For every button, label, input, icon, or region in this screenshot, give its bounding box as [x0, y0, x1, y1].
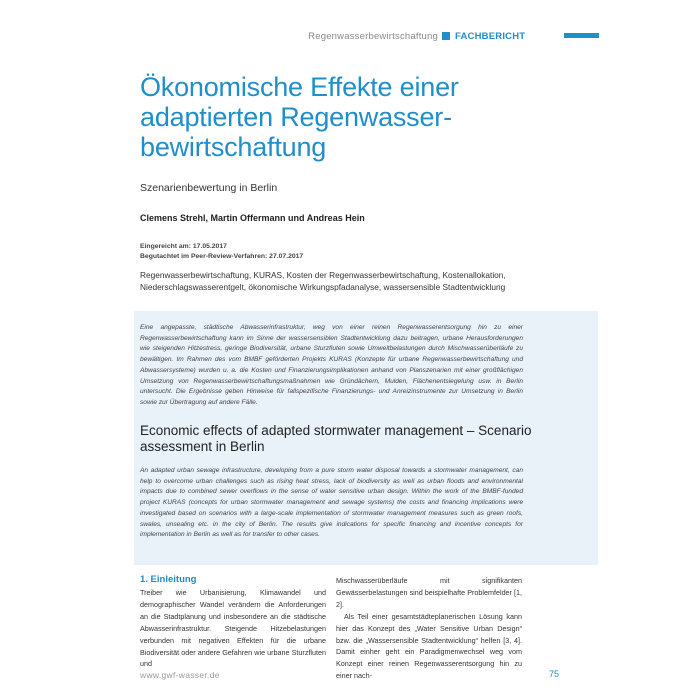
body-column-right [336, 575, 522, 682]
article-subtitle: Szenarienbewertung in Berlin [140, 182, 278, 194]
page-number: 75 [549, 669, 560, 679]
footer-url: www.gwf-wasser.de [140, 670, 220, 680]
article-keywords: Regenwasserbewirtschaftung, KURAS, Kosten der Regenwasserbewirtschaftung, Kostenallokation, Niederschlagswasserentgelt, ökonomische Wirkungspfadanalyse, wassersensible Stadtentwicklung [140, 270, 506, 292]
article-authors: Clemens Strehl, Martin Offermann und Andreas Hein [140, 213, 365, 223]
article-title: Ökonomische Effekte einer adaptierten Regenwasserbewirtschaftung [140, 72, 459, 162]
body-column-left: Treiber wie Urbanisierung, Klimawandel und demographischer Wandel verändern die Anforderungen an die Stadtplanung und insbesondere an die städtische Abwasserinfrastruktur. Steigende Hitzebelastungen verbunden mit negativen Effekten für die urbane Biodiversität oder andere Gefahren wie urbane Sturzfluten und [140, 588, 326, 669]
body-paragraph: Mischwasserüberläufe mit signifikanten Gewässerbelastungen sind beispielhafte Problemfelder [1, 2]. [336, 576, 522, 609]
header-accent-bar [564, 33, 599, 38]
abstract-german: Eine angepasste, städtische Abwasserinfrastruktur, weg von einer reinen Regenwasserentsorgung hin zu einer Regenwasserbewirtschaftung kann im Sinne der wassersensiblen Stadtentwicklung dazu beitragen, urbane Herausforderungen wie steigenden Hitzestress, geringe Biodiversität, urbane Sturzfluten sowie Umweltbelastungen durch Mischwasserüberläufe zu bewältigen. Im Rahmen des vom BMBF geförderten Projekts KURAS (Konzepte für urbane Regenwasserbewirtschaftung und Abwassersysteme) wurden u. a. die Kosten und Finanzierungsimplikationen anhand von Planszenarien mit einer großflächigen Umsetzung von Regenwasserbewirtschaftungsmaßnahmen wie Gründächern, Mulden, Flächenentsiegelung usw. in Berlin untersucht. Die Ergebnisse geben Hinweise für fallspezifische Finanzierungs- und Anreizinstrumente zur Umsetzung in Berlin sowie zur Übertragung auf andere Fälle. [140, 324, 523, 406]
accepted-date: Begutachtet im Peer-Review-Verfahren: 27.07.2017 [140, 252, 304, 260]
body-paragraph: Als Teil einer gesamtstädteplanerischen Lösung kann hier das Konzept des „Water Sensitive Urban Design“ bzw. die „Wassersensible Stadtentwicklung“ helfen [3, 4]. Damit einher geht ein Paradigmenwechsel weg vom Konzept einer reinen Regenwasserentsorgung hin zu einer nach- [336, 611, 522, 681]
header-label: FACHBERICHT [455, 31, 526, 42]
english-title: Economic effects of adapted stormwater management – Scenario assessment in Berlin [140, 423, 532, 454]
abstract-english: An adapted urban sewage infrastructure, developing from a pure storm water disposal towards a stormwater management, can help to overcome urban challenges such as rising heat stress, lack of biodiversity as well as urban floods and environmental impacts due to combined sewer overflows in the sense of water sensitive urban design. Within the work of the BMBF-funded project KURAS (concepts for urban stormwater management and sewage systems) the costs and financing implications were investigated based on scenarios with a large-scale implementation of stormwater management measures such as green roofs, swales, unsealing etc. in the city of Berlin. The results give indications for specific financing and incentive concepts for implementation in Berlin as well as for transfer to other cases. [140, 467, 523, 539]
header-square-marker [442, 32, 450, 40]
article-dates [140, 242, 303, 261]
submitted-date: Eingereicht am: 17.05.2017 [140, 243, 227, 250]
header-category: Regenwasserbewirtschaftung [308, 31, 438, 42]
section-heading: 1. Einleitung [140, 574, 197, 585]
